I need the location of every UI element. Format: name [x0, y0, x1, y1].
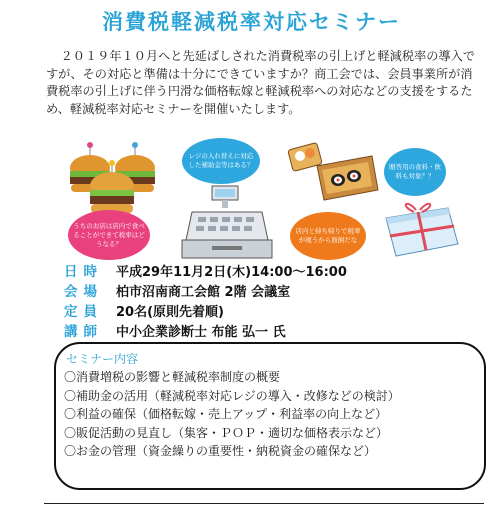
- sushi-speech-bubble: 店内と持ち帰りで税率が違うから面倒だな: [290, 212, 366, 260]
- detail-row-lecturer: [64, 320, 484, 340]
- gift-speech-bubble: 贈答用の食料・飲料も対象？？: [384, 148, 446, 196]
- detail-value: 柏市沼南商工会館 2階 会議室: [116, 284, 291, 300]
- seminar-content-list: [64, 368, 400, 461]
- detail-value: 平成29年11月2日(木)14:00～16:00: [116, 264, 347, 280]
- register-illustration: [172, 138, 282, 264]
- detail-value: 中小企業診断士 布能 弘一 氏: [116, 324, 286, 340]
- list-item: 〇利益の確保（価格転嫁・売上アップ・利益率の向上など）: [64, 407, 388, 421]
- seminar-content-box: [54, 342, 486, 490]
- detail-row-capacity: [64, 300, 484, 320]
- burger-illustration: [60, 138, 170, 264]
- detail-label: 定員: [64, 304, 103, 320]
- gift-illustration: [378, 138, 468, 264]
- sushi-illustration: [282, 138, 382, 264]
- detail-row-datetime: [64, 260, 484, 280]
- detail-row-venue: [64, 280, 484, 300]
- divider: [44, 503, 484, 504]
- detail-value: 20名(原則先着順): [116, 304, 224, 320]
- detail-label: 講師: [64, 324, 103, 340]
- list-item: 〇補助金の活用（軽減税率対応レジの導入・改修などの検討）: [64, 388, 400, 403]
- list-item: 〇消費増税の影響と軽減税率制度の概要: [64, 370, 281, 384]
- detail-label: 日時: [64, 264, 103, 280]
- list-item: 〇お金の管理（資金繰りの重要性・納税資金の確保など）: [64, 444, 377, 458]
- intro-paragraph: ２０１９年１０月へと先延ばしされた消費税率の引上げと軽減税率の導入ですが、その対応と準備は十分にできていますか？商工会では、会員事業所が消費税率の引上げに伴う円滑な価格転嫁と軽減税率への対応などの支援をするため、軽減税率対応セミナーを開催いたします。: [46, 49, 475, 116]
- page-title: 消費税軽減税率対応セミナー: [102, 10, 401, 34]
- seminar-content-heading: セミナー内容: [66, 352, 139, 366]
- burger-speech-bubble: うちのお店は店内で食べることができて税率はどうなる？: [68, 210, 150, 260]
- detail-label: 会場: [64, 284, 103, 300]
- burger-icon: [60, 138, 170, 218]
- cash-register-icon: [172, 182, 282, 262]
- event-details: [64, 260, 484, 340]
- register-speech-bubble: レジの入れ替えに対応した補助金等はある？: [182, 138, 260, 184]
- gift-box-icon: [378, 194, 468, 264]
- list-item: 〇販促活動の見直し（集客・ＰＯＰ・適切な価格表示など）: [64, 425, 389, 440]
- sushi-box-icon: [282, 138, 382, 218]
